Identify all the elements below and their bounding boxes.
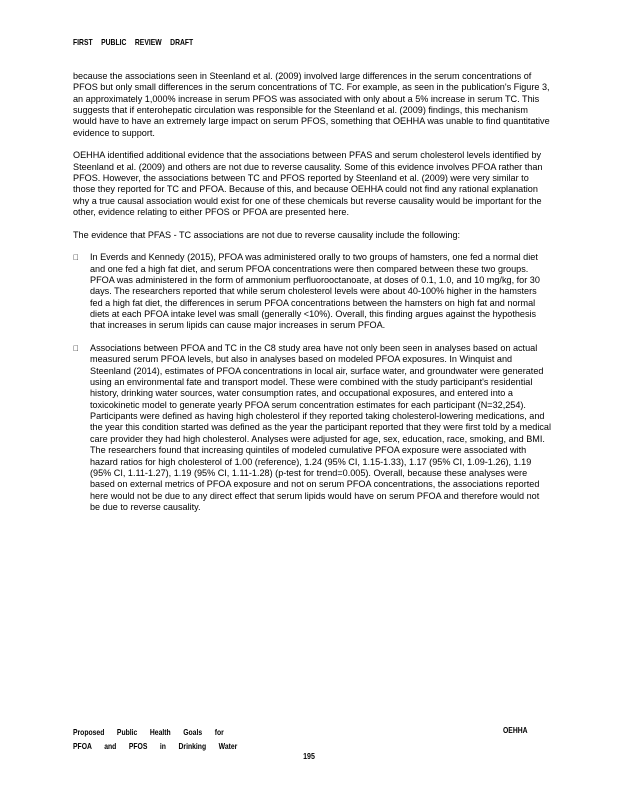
paragraph-continuation: because the associations seen in Steenland et al. (2009) involved large differences in the serum concentrations of PFOS but only small differences in the serum concentrations of TC. For example, as seen in the publication's Figure 3, an approximately 1,000% increase in serum PFOS was associated with only about a 5% increase in serum TC. This suggests that if enterohepatic circulation was responsible for the Steenland et al. (2009) findings, this mechanism would have to have an extremely large impact on serum PFOS, something that OEHHA was unable to find quantitative evidence to support. (73, 71, 550, 138)
paragraph-evidence-intro: The evidence that PFAS - TC associations are not due to reverse causality include the following: (73, 229, 461, 240)
list-item (73, 252, 551, 331)
document-body (73, 71, 551, 525)
footer-title-line-1: Proposed Public Health Goals for (73, 727, 224, 737)
footer-agency: OEHHA (503, 725, 528, 735)
bullet-icon (73, 343, 79, 354)
list-item (73, 343, 551, 513)
bullet-text-hamster-study: In Everds and Kennedy (2015), PFOA was administered orally to two groups of hamsters, one fed a normal diet and one fed a high fat diet, and serum PFOA concentrations were then compared between these two groups. PFOA was administered in the form of ammonium perfluorooctanoate, at doses of 0.1, 1.0, and 10 mg/kg, for 30 days. The researchers reported that while serum cholesterol levels were about 40-100% higher in the hamsters fed a high fat diet, the differences in serum PFOA concentrations between the hamsters on high fat and normal diets at each PFOA intake level was small (generally <10%). Overall, this finding argues against the hypothesis that increases in serum lipids can cause major increases in serum PFOA. (90, 252, 540, 331)
bullet-icon (73, 252, 79, 263)
footer-title-line-2: PFOA and PFOS in Drinking Water (73, 741, 238, 751)
footer-document-title (73, 725, 237, 753)
page-number: 195 (303, 751, 315, 761)
paragraph-additional-evidence: OEHHA identified additional evidence that the associations between PFAS and serum cholesterol levels identified by Steenland et al. (2009) and others are not due to reverse causality. Some of this evidence involves PFOA rather than PFOS. However, the associations between TC and PFOS reported by Steenland et al. (2009) were very similar to those they reported for TC and PFOA. Because of this, and because OEHHA could not find any rational explanation why a true causal association would exist for one of these chemicals but reverse causality would be important for the other, evidence relating to either PFOS or PFOA are presented here. (73, 150, 543, 218)
bullet-text-c8-study: Associations between PFOA and TC in the C8 study area have not only been seen in analyses based on actual measured serum PFOA levels, but also in analyses based on modeled PFOA exposures. In Winquist and Steenland (2014), estimates of PFOA concentrations in local air, surface water, and groundwater were generated using an environmental fate and transport model. These were combined with the study participant's residential history, drinking water sources, water consumption rates, and occupational exposures, and entered into a toxicokinetic model to generate yearly PFOA serum concentration estimates for each participant (N=32,254). Participants were defined as having high cholesterol if they reported taking cholesterol-lowering medications, and the year this condition started was defined as the year the participant reported that they were first told by a medical care provider they had high cholesterol. Analyses were adjusted for age, sex, education, race, smoking, and BMI. The researchers found that increasing quintiles of modeled cumulative PFOA exposure were associated with hazard ratios for high cholesterol of 1.00 (reference), 1.24 (95% CI, 1.15-1.33), 1.17 (95% CI, 1.09-1.26), 1.19 (95% CI, 1.11-1.27), 1.19 (95% CI, 1.11-1.28) (p-test for trend=0.005). Overall, because these analyses were based on external metrics of PFOA exposure and not on serum PFOA concentrations, the associations reported here would not be due to any direct effect that serum lipids would have on serum PFOA and therefore would not be due to reverse causality. (90, 343, 552, 512)
draft-header: FIRST PUBLIC REVIEW DRAFT (73, 37, 194, 47)
